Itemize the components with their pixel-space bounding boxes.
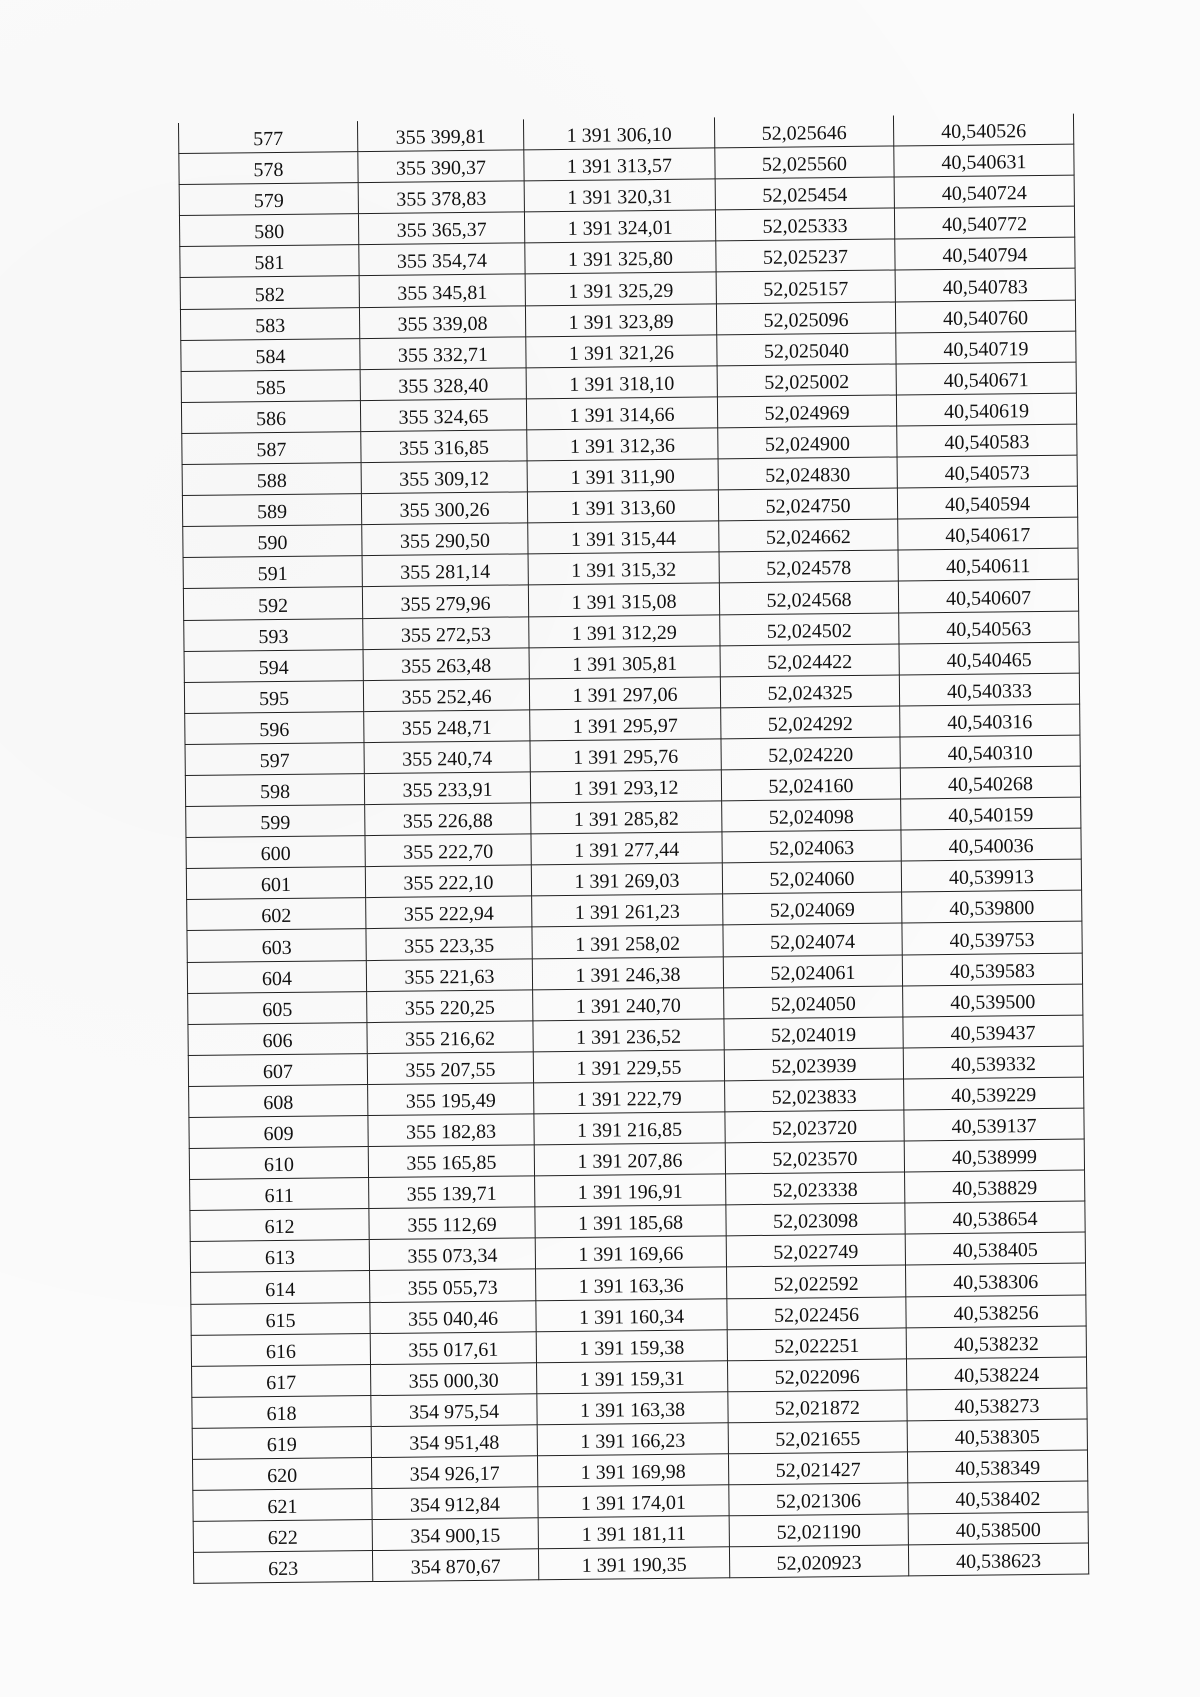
longitude-cell: 40,540783: [895, 269, 1075, 302]
x-coordinate-cell: 355 112,69: [369, 1207, 535, 1240]
y-coordinate-cell: 1 391 190,35: [538, 1547, 729, 1580]
x-coordinate-cell: 355 281,14: [362, 554, 528, 587]
longitude-cell: 40,540268: [900, 766, 1080, 799]
longitude-cell: 40,539229: [904, 1077, 1084, 1110]
latitude-cell: 52,021306: [729, 1483, 908, 1516]
x-coordinate-cell: 355 279,96: [362, 585, 528, 618]
x-coordinate-cell: 355 226,88: [365, 803, 531, 836]
longitude-cell: 40,538232: [906, 1326, 1086, 1359]
latitude-cell: 52,024750: [718, 488, 897, 521]
longitude-cell: 40,538500: [908, 1512, 1088, 1545]
latitude-cell: 52,024325: [720, 675, 899, 708]
longitude-cell: 40,538999: [904, 1139, 1084, 1172]
longitude-cell: 40,539500: [903, 984, 1083, 1017]
latitude-cell: 52,024502: [720, 612, 899, 645]
x-coordinate-cell: 354 975,54: [371, 1394, 537, 1427]
latitude-cell: 52,023939: [724, 1048, 903, 1081]
latitude-cell: 52,021190: [729, 1514, 908, 1547]
x-coordinate-cell: 355 233,91: [364, 772, 530, 805]
x-coordinate-cell: 355 165,85: [368, 1145, 534, 1178]
point-number-cell: 595: [184, 680, 363, 713]
longitude-cell: 40,540619: [896, 393, 1076, 426]
longitude-cell: 40,540671: [896, 362, 1076, 395]
x-coordinate-cell: 355 316,85: [361, 430, 527, 463]
y-coordinate-cell: 1 391 293,12: [530, 770, 721, 803]
longitude-cell: 40,540563: [899, 611, 1079, 644]
latitude-cell: 52,021655: [728, 1421, 907, 1454]
y-coordinate-cell: 1 391 185,68: [535, 1205, 726, 1238]
x-coordinate-cell: 355 300,26: [361, 492, 527, 525]
latitude-cell: 52,024050: [724, 986, 903, 1019]
point-number-cell: 615: [191, 1302, 370, 1335]
longitude-cell: 40,538623: [908, 1543, 1088, 1576]
point-number-cell: 578: [179, 152, 358, 185]
longitude-cell: 40,540526: [893, 114, 1073, 146]
x-coordinate-cell: 355 399,81: [357, 119, 523, 151]
longitude-cell: 40,540760: [895, 300, 1075, 333]
y-coordinate-cell: 1 391 305,81: [529, 645, 720, 678]
longitude-cell: 40,539800: [902, 890, 1082, 923]
point-number-cell: 601: [186, 867, 365, 900]
latitude-cell: 52,024662: [719, 519, 898, 552]
y-coordinate-cell: 1 391 169,98: [537, 1454, 728, 1487]
y-coordinate-cell: 1 391 314,66: [526, 397, 717, 430]
x-coordinate-cell: 355 040,46: [370, 1300, 536, 1333]
point-number-cell: 581: [180, 245, 359, 278]
x-coordinate-cell: 355 216,62: [367, 1021, 533, 1054]
latitude-cell: 52,025157: [716, 270, 895, 303]
latitude-cell: 52,023570: [725, 1141, 904, 1174]
x-coordinate-cell: 355 055,73: [370, 1269, 536, 1302]
x-coordinate-cell: 355 073,34: [369, 1238, 535, 1271]
latitude-cell: 52,022592: [727, 1265, 906, 1298]
y-coordinate-cell: 1 391 166,23: [537, 1423, 728, 1456]
longitude-cell: 40,540594: [897, 486, 1077, 519]
y-coordinate-cell: 1 391 323,89: [525, 303, 716, 336]
y-coordinate-cell: 1 391 313,60: [527, 490, 718, 523]
point-number-cell: 607: [188, 1053, 367, 1086]
x-coordinate-cell: 355 324,65: [360, 399, 526, 432]
longitude-cell: 40,540772: [894, 206, 1074, 239]
longitude-cell: 40,538224: [906, 1357, 1086, 1390]
y-coordinate-cell: 1 391 159,38: [536, 1329, 727, 1362]
longitude-cell: 40,538349: [907, 1450, 1087, 1483]
x-coordinate-cell: 355 240,74: [364, 741, 530, 774]
longitude-cell: 40,540724: [894, 175, 1074, 208]
longitude-cell: 40,538305: [907, 1419, 1087, 1452]
point-number-cell: 593: [184, 618, 363, 651]
latitude-cell: 52,024969: [717, 395, 896, 428]
longitude-cell: 40,540465: [899, 642, 1079, 675]
longitude-cell: 40,539437: [903, 1015, 1083, 1048]
y-coordinate-cell: 1 391 159,31: [537, 1361, 728, 1394]
y-coordinate-cell: 1 391 163,36: [536, 1267, 727, 1300]
x-coordinate-cell: 355 248,71: [364, 710, 530, 743]
point-number-cell: 610: [189, 1147, 368, 1180]
y-coordinate-cell: 1 391 163,38: [537, 1392, 728, 1425]
point-number-cell: 622: [193, 1520, 372, 1553]
point-number-cell: 613: [190, 1240, 369, 1273]
point-number-cell: 611: [190, 1178, 369, 1211]
point-number-cell: 589: [182, 494, 361, 527]
y-coordinate-cell: 1 391 324,01: [524, 210, 715, 243]
y-coordinate-cell: 1 391 277,44: [531, 832, 722, 865]
longitude-cell: 40,539332: [903, 1046, 1083, 1079]
latitude-cell: 52,024422: [720, 644, 899, 677]
x-coordinate-cell: 354 951,48: [371, 1425, 537, 1458]
point-number-cell: 606: [188, 1022, 367, 1055]
x-coordinate-cell: 355 207,55: [367, 1052, 533, 1085]
latitude-cell: 52,022251: [727, 1328, 906, 1361]
latitude-cell: 52,025560: [715, 146, 894, 179]
x-coordinate-cell: 355 309,12: [361, 461, 527, 494]
latitude-cell: 52,024578: [719, 550, 898, 583]
x-coordinate-cell: 355 345,81: [359, 274, 525, 307]
longitude-cell: 40,540159: [901, 797, 1081, 830]
point-number-cell: 586: [181, 400, 360, 433]
y-coordinate-cell: 1 391 246,38: [532, 956, 723, 989]
latitude-cell: 52,021427: [728, 1452, 907, 1485]
latitude-cell: 52,022749: [726, 1234, 905, 1267]
latitude-cell: 52,025454: [715, 177, 894, 210]
latitude-cell: 52,021872: [728, 1390, 907, 1423]
latitude-cell: 52,025646: [714, 116, 893, 148]
y-coordinate-cell: 1 391 315,08: [528, 583, 719, 616]
y-coordinate-cell: 1 391 285,82: [531, 801, 722, 834]
point-number-cell: 609: [189, 1116, 368, 1149]
point-number-cell: 579: [179, 183, 358, 216]
x-coordinate-cell: 355 223,35: [366, 927, 532, 960]
longitude-cell: 40,538256: [906, 1295, 1086, 1328]
latitude-cell: 52,025237: [716, 239, 895, 272]
longitude-cell: 40,539913: [901, 859, 1081, 892]
y-coordinate-cell: 1 391 315,32: [528, 552, 719, 585]
point-number-cell: 621: [193, 1489, 372, 1522]
point-number-cell: 619: [192, 1426, 371, 1459]
longitude-cell: 40,538273: [907, 1388, 1087, 1421]
point-number-cell: 605: [188, 991, 367, 1024]
x-coordinate-cell: 355 252,46: [363, 679, 529, 712]
longitude-cell: 40,538829: [905, 1170, 1085, 1203]
y-coordinate-cell: 1 391 207,86: [534, 1143, 725, 1176]
x-coordinate-cell: 355 222,94: [366, 896, 532, 929]
point-number-cell: 583: [180, 307, 359, 340]
y-coordinate-cell: 1 391 261,23: [532, 894, 723, 927]
latitude-cell: 52,024900: [718, 426, 897, 459]
latitude-cell: 52,024060: [722, 861, 901, 894]
latitude-cell: 52,025002: [717, 364, 896, 397]
y-coordinate-cell: 1 391 181,11: [538, 1516, 729, 1549]
latitude-cell: 52,022456: [727, 1297, 906, 1330]
x-coordinate-cell: 355 354,74: [359, 243, 525, 276]
point-number-cell: 614: [191, 1271, 370, 1304]
y-coordinate-cell: 1 391 312,29: [529, 614, 720, 647]
longitude-cell: 40,540573: [897, 455, 1077, 488]
longitude-cell: 40,538306: [906, 1264, 1086, 1297]
y-coordinate-cell: 1 391 196,91: [535, 1174, 726, 1207]
latitude-cell: 52,025040: [717, 333, 896, 366]
longitude-cell: 40,539137: [904, 1108, 1084, 1141]
point-number-cell: 623: [193, 1551, 372, 1584]
x-coordinate-cell: 354 870,67: [372, 1549, 538, 1582]
latitude-cell: 52,025096: [716, 302, 895, 335]
latitude-cell: 52,023098: [726, 1203, 905, 1236]
y-coordinate-cell: 1 391 325,29: [525, 272, 716, 305]
point-number-cell: 588: [182, 463, 361, 496]
x-coordinate-cell: 355 139,71: [369, 1176, 535, 1209]
y-coordinate-cell: 1 391 297,06: [529, 677, 720, 710]
x-coordinate-cell: 355 263,48: [363, 647, 529, 680]
x-coordinate-cell: 355 222,10: [365, 865, 531, 898]
x-coordinate-cell: 355 272,53: [363, 616, 529, 649]
x-coordinate-cell: 354 912,84: [372, 1487, 538, 1520]
point-number-cell: 598: [185, 774, 364, 807]
y-coordinate-cell: 1 391 269,03: [531, 863, 722, 896]
coordinate-table-container: [178, 114, 1083, 1585]
x-coordinate-cell: 355 195,49: [368, 1083, 534, 1116]
x-coordinate-cell: 355 339,08: [359, 305, 525, 338]
x-coordinate-cell: 355 017,61: [370, 1331, 536, 1364]
coordinate-table-body: [178, 114, 1088, 1584]
longitude-cell: 40,540583: [897, 424, 1077, 457]
point-number-cell: 585: [181, 369, 360, 402]
x-coordinate-cell: 355 220,25: [367, 989, 533, 1022]
y-coordinate-cell: 1 391 216,85: [534, 1112, 725, 1145]
longitude-cell: 40,540611: [898, 548, 1078, 581]
latitude-cell: 52,024830: [718, 457, 897, 490]
latitude-cell: 52,024568: [719, 581, 898, 614]
latitude-cell: 52,024019: [724, 1017, 903, 1050]
y-coordinate-cell: 1 391 222,79: [534, 1081, 725, 1114]
coordinate-table: [178, 114, 1089, 1585]
point-number-cell: 620: [192, 1458, 371, 1491]
latitude-cell: 52,025333: [715, 208, 894, 241]
latitude-cell: 52,023833: [725, 1079, 904, 1112]
point-number-cell: 580: [179, 214, 358, 247]
point-number-cell: 612: [190, 1209, 369, 1242]
longitude-cell: 40,540607: [898, 580, 1078, 613]
y-coordinate-cell: 1 391 311,90: [527, 459, 718, 492]
point-number-cell: 587: [182, 432, 361, 465]
point-number-cell: 584: [181, 338, 360, 371]
longitude-cell: 40,538402: [908, 1481, 1088, 1514]
y-coordinate-cell: 1 391 229,55: [533, 1050, 724, 1083]
point-number-cell: 600: [186, 836, 365, 869]
x-coordinate-cell: 354 900,15: [372, 1518, 538, 1551]
longitude-cell: 40,539753: [902, 922, 1082, 955]
y-coordinate-cell: 1 391 306,10: [523, 117, 714, 150]
longitude-cell: 40,540794: [895, 237, 1075, 270]
x-coordinate-cell: 355 290,50: [362, 523, 528, 556]
y-coordinate-cell: 1 391 315,44: [528, 521, 719, 554]
x-coordinate-cell: 355 328,40: [360, 368, 526, 401]
y-coordinate-cell: 1 391 169,66: [535, 1236, 726, 1269]
y-coordinate-cell: 1 391 321,26: [526, 335, 717, 368]
longitude-cell: 40,539583: [902, 953, 1082, 986]
longitude-cell: 40,540316: [900, 704, 1080, 737]
longitude-cell: 40,540310: [900, 735, 1080, 768]
x-coordinate-cell: 355 182,83: [368, 1114, 534, 1147]
latitude-cell: 52,024292: [721, 706, 900, 739]
x-coordinate-cell: 355 000,30: [371, 1363, 537, 1396]
point-number-cell: 604: [187, 960, 366, 993]
y-coordinate-cell: 1 391 318,10: [526, 366, 717, 399]
latitude-cell: 52,024220: [721, 737, 900, 770]
latitude-cell: 52,022096: [727, 1359, 906, 1392]
latitude-cell: 52,024061: [723, 954, 902, 987]
point-number-cell: 596: [185, 711, 364, 744]
point-number-cell: 592: [183, 587, 362, 620]
latitude-cell: 52,024098: [722, 799, 901, 832]
y-coordinate-cell: 1 391 236,52: [533, 1019, 724, 1052]
y-coordinate-cell: 1 391 295,97: [530, 708, 721, 741]
point-number-cell: 608: [189, 1084, 368, 1117]
y-coordinate-cell: 1 391 325,80: [525, 241, 716, 274]
latitude-cell: 52,023720: [725, 1110, 904, 1143]
y-coordinate-cell: 1 391 295,76: [530, 739, 721, 772]
x-coordinate-cell: 355 378,83: [358, 181, 524, 214]
x-coordinate-cell: 355 365,37: [358, 212, 524, 245]
point-number-cell: 582: [180, 276, 359, 309]
x-coordinate-cell: 355 222,70: [365, 834, 531, 867]
y-coordinate-cell: 1 391 240,70: [533, 987, 724, 1020]
longitude-cell: 40,538654: [905, 1201, 1085, 1234]
point-number-cell: 577: [178, 121, 357, 153]
point-number-cell: 590: [183, 525, 362, 558]
latitude-cell: 52,024160: [721, 768, 900, 801]
point-number-cell: 616: [191, 1333, 370, 1366]
point-number-cell: 603: [187, 929, 366, 962]
point-number-cell: 617: [192, 1364, 371, 1397]
y-coordinate-cell: 1 391 174,01: [538, 1485, 729, 1518]
point-number-cell: 599: [186, 805, 365, 838]
point-number-cell: 602: [187, 898, 366, 931]
y-coordinate-cell: 1 391 320,31: [524, 179, 715, 212]
x-coordinate-cell: 355 221,63: [366, 958, 532, 991]
latitude-cell: 52,024063: [722, 830, 901, 863]
point-number-cell: 594: [184, 649, 363, 682]
x-coordinate-cell: 355 332,71: [360, 337, 526, 370]
x-coordinate-cell: 354 926,17: [371, 1456, 537, 1489]
longitude-cell: 40,540333: [899, 673, 1079, 706]
point-number-cell: 618: [192, 1395, 371, 1428]
longitude-cell: 40,540631: [894, 144, 1074, 177]
latitude-cell: 52,023338: [726, 1172, 905, 1205]
y-coordinate-cell: 1 391 313,57: [524, 148, 715, 181]
y-coordinate-cell: 1 391 312,36: [527, 428, 718, 461]
point-number-cell: 597: [185, 742, 364, 775]
latitude-cell: 52,020923: [729, 1545, 908, 1578]
y-coordinate-cell: 1 391 258,02: [532, 925, 723, 958]
longitude-cell: 40,540036: [901, 828, 1081, 861]
y-coordinate-cell: 1 391 160,34: [536, 1298, 727, 1331]
x-coordinate-cell: 355 390,37: [358, 150, 524, 183]
point-number-cell: 591: [183, 556, 362, 589]
latitude-cell: 52,024074: [723, 923, 902, 956]
longitude-cell: 40,538405: [905, 1232, 1085, 1265]
longitude-cell: 40,540719: [896, 331, 1076, 364]
longitude-cell: 40,540617: [898, 517, 1078, 550]
latitude-cell: 52,024069: [723, 892, 902, 925]
